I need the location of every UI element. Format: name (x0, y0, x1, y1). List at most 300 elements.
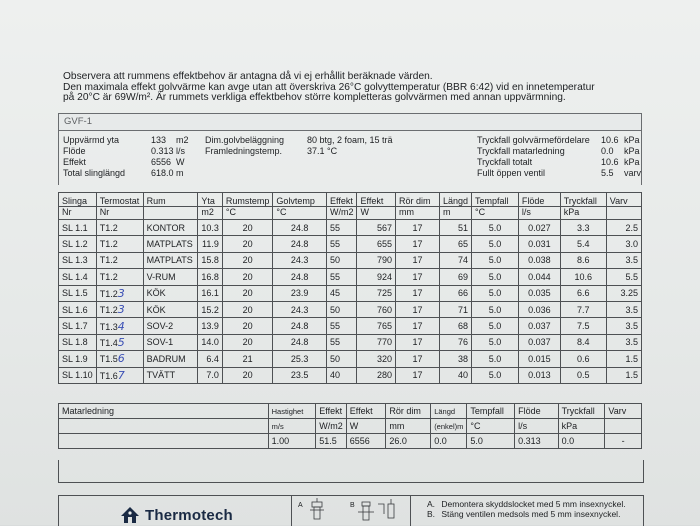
instruction-a-letter: A. (427, 499, 436, 509)
flow-unit: l/s (176, 146, 185, 156)
table-row (59, 334, 642, 350)
room-temp-text: 20 (242, 337, 253, 348)
room-name-text: KÖK (146, 288, 166, 299)
loop-id-text: SL 1.2 (62, 239, 88, 250)
length-unit: (enkel)m (431, 419, 467, 434)
loop-id-text: SL 1.7 (62, 321, 88, 332)
turns-cell (606, 252, 641, 268)
power-text: 924 (376, 271, 392, 282)
pipe-dim-text: 17 (412, 337, 423, 348)
diagram-label-b: B (350, 502, 355, 509)
floor-temp-cell (273, 220, 327, 236)
room-name-text: MATPLATS (146, 255, 193, 266)
power-unit: W (346, 419, 386, 434)
thermostat-header: Termostat (96, 193, 143, 207)
area-cell (198, 318, 223, 334)
loop-id-cell (59, 334, 97, 350)
temp-drop-text: 5.0 (488, 255, 502, 266)
power-header: Effekt (346, 404, 386, 419)
area-text: 14.0 (201, 337, 219, 348)
temp-drop-cell (472, 351, 519, 367)
flow-header: Flöde (515, 404, 559, 419)
power-per-m2-text: 45 (329, 288, 340, 299)
room-name-cell (143, 351, 198, 367)
loop-id-cell (59, 367, 97, 383)
flow-text: 0.027 (528, 222, 551, 233)
area-cell (198, 351, 223, 367)
power-cell (357, 269, 395, 285)
turns-text: 3.5 (625, 337, 638, 348)
flow-value: 0.313 (515, 434, 559, 449)
thermostat-cell (96, 367, 143, 383)
pressure-drop-text: 0.6 (576, 353, 590, 364)
pipe-dim-unit: mm (395, 207, 439, 220)
loop-table (58, 192, 642, 384)
power-value: 6556 (151, 157, 172, 167)
power-per-m2-cell (326, 285, 357, 301)
power-text: 725 (376, 288, 392, 299)
length-value: 0.0 (431, 434, 467, 449)
thermostat-cell (96, 236, 143, 252)
flow-text: 0.013 (528, 370, 551, 381)
area-text: 15.2 (201, 304, 219, 315)
length-cell (440, 285, 472, 301)
room-temp-unit: °C (222, 207, 273, 220)
temp-drop-cell (472, 220, 519, 236)
floor-temp-text: 24.8 (290, 222, 309, 233)
table-row (59, 220, 642, 236)
pipe-dim-text: 17 (412, 222, 423, 233)
flow-text: 0.038 (528, 255, 551, 266)
length-text: 51 (458, 222, 469, 233)
pipe-dim-cell (395, 220, 439, 236)
floor-temp-text: 24.3 (290, 304, 309, 315)
length-cell (440, 318, 472, 334)
pressure-drop-cell (560, 334, 606, 350)
pressure-drop-text: 7.7 (576, 304, 590, 315)
flow-cell (518, 318, 560, 334)
valve-open-value: 5.5 (601, 168, 614, 178)
pressure-drop-cell (560, 220, 606, 236)
area-text: 15.8 (201, 255, 219, 266)
thermostat-cell (96, 285, 143, 301)
length-cell (440, 220, 472, 236)
power-per-m2-text: 50 (329, 255, 340, 266)
power-cell (357, 252, 395, 268)
room-temp-cell (222, 334, 273, 350)
power-per-m2-text: 55 (329, 337, 340, 348)
floor-cover-label: Dim.golvbeläggning (205, 135, 285, 145)
room-name-cell (143, 285, 198, 301)
thermostat-text: T1.2 (99, 305, 118, 316)
room-temp-text: 21 (242, 353, 253, 364)
power-per-m2-cell (326, 252, 357, 268)
loop-id-cell (59, 351, 97, 367)
pipe-dim-text: 17 (412, 321, 423, 332)
area-text: 10.3 (201, 222, 219, 233)
power-per-m2-text: 50 (329, 304, 340, 315)
power-text: 567 (376, 222, 392, 233)
flow-text: 0.036 (528, 304, 551, 315)
turns-unit (606, 207, 641, 220)
power-text: 770 (376, 337, 392, 348)
loop-id-cell (59, 236, 97, 252)
flow-unit: l/s (518, 207, 560, 220)
power-unit: W (176, 157, 185, 167)
pressure-drop-value: 0.0 (558, 434, 605, 449)
pressure-drop-text: 8.6 (576, 255, 590, 266)
pressure-drop-cell (560, 301, 606, 317)
length-text: 74 (458, 255, 469, 266)
instruction-b-text: Stäng ventilen medsols med 5 mm insexnyckel. (441, 508, 621, 519)
power-per-m2-unit: W/m2 (326, 207, 357, 220)
power-cell (357, 318, 395, 334)
room-temp-text: 20 (242, 271, 253, 282)
thermostat-text: T1.2 (99, 255, 118, 266)
temp-drop-text: 5.0 (488, 370, 502, 381)
room-temp-cell (222, 285, 273, 301)
instructions (427, 500, 626, 519)
floor-temp-cell (273, 236, 327, 252)
power-per-m2-unit: W/m2 (316, 419, 347, 434)
temp-drop-unit: °C (467, 419, 515, 434)
length-unit: m (440, 207, 472, 220)
pipe-dim-text: 17 (412, 271, 423, 282)
diagram-label-a: A (298, 502, 303, 509)
room-name-text: V-RUM (146, 271, 176, 282)
turns-unit (605, 419, 642, 434)
pressure-drop-unit: kPa (558, 419, 605, 434)
loop-id-text: SL 1.8 (62, 337, 88, 348)
turns-cell (606, 301, 641, 317)
power-cell (357, 285, 395, 301)
pipe-dim-cell (395, 351, 439, 367)
pipe-dim-header: Rör dim (395, 193, 439, 207)
room-name-cell (143, 220, 198, 236)
loop-id-text: SL 1.9 (62, 353, 88, 364)
instruction-b (427, 510, 626, 520)
pipe-dim-text: 17 (412, 370, 423, 381)
valve-open-unit: varv (624, 168, 642, 178)
flow-cell (518, 252, 560, 268)
thermostat-text: T1.5 (99, 354, 118, 365)
floor-temp-text: 24.3 (290, 255, 309, 266)
power-text: 765 (376, 321, 392, 332)
length-text: 65 (458, 239, 469, 250)
total-loop-label: Total slinglängd (63, 168, 126, 178)
supply-temp-value: 37.1 °C (307, 146, 338, 156)
thermostat-text: T1.6 (99, 370, 118, 381)
thermostat-text: T1.3 (99, 321, 118, 332)
speed-value: 1.00 (268, 434, 316, 449)
dp-manifold-label: Tryckfall golvvärmefördelare (477, 135, 590, 145)
brand-name: Thermotech (145, 507, 233, 524)
thermostat-cell (96, 269, 143, 285)
flow-unit: l/s (515, 419, 559, 434)
pipe-dim-cell (395, 301, 439, 317)
power-per-m2-cell (326, 301, 357, 317)
turns-cell (606, 318, 641, 334)
heated-area-label: Uppvärmd yta (63, 135, 120, 145)
notice-line-3: på 20°C är 69W/m². Är rummets verkliga effektbehov större kompletteras golvvärmen med annan uppvärmning. (63, 92, 566, 104)
footer (58, 495, 644, 526)
power-per-m2-text: 50 (329, 353, 340, 364)
heated-area-value: 133 (151, 135, 167, 145)
thermostat-unit: Nr (96, 207, 143, 220)
loop-id-text: SL 1.1 (62, 222, 88, 233)
pipe-dim-cell (395, 334, 439, 350)
dp-total-label: Tryckfall totalt (477, 157, 533, 167)
table-row (59, 301, 642, 317)
total-loop-unit: m (176, 168, 184, 178)
valve-diagram (291, 496, 411, 526)
turns-text: 3.5 (625, 255, 638, 266)
room-temp-cell (222, 236, 273, 252)
floor-temp-cell (273, 252, 327, 268)
power-per-m2-cell (326, 269, 357, 285)
room-header: Rum (143, 193, 198, 207)
floor-temp-cell (273, 269, 327, 285)
thermostat-cell (96, 220, 143, 236)
loop-id-cell (59, 220, 97, 236)
turns-cell (606, 351, 641, 367)
room-name-text: KÖK (146, 304, 166, 315)
floor-temp-text: 23.9 (290, 288, 309, 299)
loop-unit: Nr (59, 207, 97, 220)
dp-supply-label: Tryckfall matarledning (477, 146, 565, 156)
room-name-text: SOV-2 (146, 321, 174, 332)
pipe-dim-value: 26.0 (386, 434, 431, 449)
valve-open-label: Fullt öppen ventil (477, 168, 546, 178)
turns-text: 1.5 (625, 353, 638, 364)
turns-cell (606, 269, 641, 285)
thermostat-text: T1.2 (99, 288, 118, 299)
flow-header: Flöde (518, 193, 560, 207)
power-per-m2-text: 55 (329, 239, 340, 250)
temp-drop-cell (472, 252, 519, 268)
flow-text: 0.015 (528, 353, 551, 364)
speed-unit: m/s (268, 419, 316, 434)
pressure-drop-text: 5.4 (576, 239, 590, 250)
temp-drop-text: 5.0 (488, 271, 502, 282)
handwritten-number: 6 (117, 352, 125, 366)
power-value: 6556 (346, 434, 386, 449)
pipe-dim-text: 17 (412, 353, 423, 364)
instruction-b-letter: B. (427, 508, 436, 519)
room-temp-cell (222, 318, 273, 334)
power-text: 655 (376, 239, 392, 250)
turns-text: 3.25 (620, 288, 638, 299)
floor-temp-cell (273, 351, 327, 367)
area-cell (198, 285, 223, 301)
summary-block (58, 129, 642, 185)
loop-id-cell (59, 252, 97, 268)
power-per-m2-cell (326, 318, 357, 334)
length-text: 40 (458, 370, 469, 381)
temp-drop-cell (472, 236, 519, 252)
flow-cell (518, 269, 560, 285)
dp-manifold-unit: kPa (624, 135, 640, 145)
flow-cell (518, 367, 560, 383)
room-temp-cell (222, 269, 273, 285)
handwritten-number: 5 (117, 335, 125, 349)
area-cell (198, 334, 223, 350)
loop-id-text: SL 1.10 (62, 370, 93, 381)
room-temp-text: 20 (242, 255, 253, 266)
thermostat-cell (96, 252, 143, 268)
table-row (59, 252, 642, 268)
room-name-cell (143, 252, 198, 268)
power-text: 760 (376, 304, 392, 315)
table-row (59, 351, 642, 367)
area-cell (198, 252, 223, 268)
pressure-drop-text: 10.6 (574, 271, 592, 282)
pipe-dim-cell (395, 367, 439, 383)
power-per-m2-text: 40 (329, 370, 340, 381)
supply-line-label: Matarledning (59, 404, 269, 419)
room-temp-cell (222, 301, 273, 317)
room-temp-text: 20 (242, 370, 253, 381)
temp-drop-value: 5.0 (467, 434, 515, 449)
power-label: Effekt (63, 157, 86, 167)
notice-line-2: Den maximala effekt golvvärme kan avge utan att överskriva 26°C golvyttemperatur (BBR 6:42) vid en innetemperatur (63, 81, 595, 93)
area-cell (198, 269, 223, 285)
pressure-drop-text: 0.5 (576, 370, 590, 381)
area-cell (198, 236, 223, 252)
thermostat-cell (96, 334, 143, 350)
loop-header: Slinga (59, 193, 97, 207)
power-cell (357, 351, 395, 367)
pressure-drop-text: 7.5 (576, 321, 590, 332)
supply-line-table (58, 403, 642, 449)
temp-drop-unit: °C (472, 207, 519, 220)
floor-temp-text: 24.8 (290, 271, 309, 282)
power-text: 790 (376, 255, 392, 266)
length-cell (440, 252, 472, 268)
total-loop-value: 618.0 (151, 168, 174, 178)
pipe-dim-text: 17 (412, 239, 423, 250)
flow-label: Flöde (63, 146, 86, 156)
flow-text: 0.044 (528, 271, 551, 282)
room-unit (143, 207, 198, 220)
room-name-text: SOV-1 (146, 337, 174, 348)
length-cell (440, 236, 472, 252)
power-per-m2-cell (326, 220, 357, 236)
pipe-dim-cell (395, 236, 439, 252)
turns-text: 1.5 (625, 370, 638, 381)
floor-temp-text: 24.8 (290, 321, 309, 332)
loop-id-cell (59, 285, 97, 301)
dp-total-unit: kPa (624, 157, 640, 167)
turns-header: Varv (606, 193, 641, 207)
length-text: 69 (458, 271, 469, 282)
power-text: 320 (376, 353, 392, 364)
pressure-drop-cell (560, 236, 606, 252)
valve-drawing-icon (292, 496, 410, 526)
dp-manifold-value: 10.6 (601, 135, 619, 145)
empty-band (58, 460, 644, 483)
table-row (59, 269, 642, 285)
dp-total-value: 10.6 (601, 157, 619, 167)
length-header: Längd (431, 404, 467, 419)
flow-cell (518, 220, 560, 236)
pressure-drop-cell (560, 351, 606, 367)
thermostat-text: T1.2 (99, 271, 118, 282)
room-temp-text: 20 (242, 304, 253, 315)
length-cell (440, 334, 472, 350)
room-temp-cell (222, 220, 273, 236)
heated-area-unit: m2 (176, 135, 189, 145)
floor-temp-cell (273, 301, 327, 317)
flow-text: 0.035 (528, 288, 551, 299)
area-cell (198, 367, 223, 383)
loop-id-text: SL 1.4 (62, 271, 88, 282)
thermotech-logo-icon (119, 505, 141, 525)
length-header: Längd (440, 193, 472, 207)
pressure-drop-cell (560, 285, 606, 301)
loop-id-text: SL 1.6 (62, 304, 88, 315)
power-per-m2-text: 55 (329, 222, 340, 233)
dp-supply-value: 0.0 (601, 146, 614, 156)
pipe-dim-text: 17 (412, 304, 423, 315)
pipe-dim-header: Rör dim (386, 404, 431, 419)
room-name-cell (143, 301, 198, 317)
power-per-m2-cell (326, 367, 357, 383)
thermostat-cell (96, 351, 143, 367)
notice-text (63, 72, 683, 104)
room-name-text: TVÄTT (146, 370, 176, 381)
area-cell (198, 220, 223, 236)
thermostat-cell (96, 301, 143, 317)
turns-cell (606, 367, 641, 383)
floor-temp-cell (273, 367, 327, 383)
speed-header: Hastighet (268, 404, 316, 419)
floor-temp-text: 23.5 (290, 370, 309, 381)
loop-id-text: SL 1.3 (62, 255, 88, 266)
room-temp-text: 20 (242, 321, 253, 332)
turns-header: Varv (605, 404, 642, 419)
room-temp-text: 20 (242, 288, 253, 299)
power-per-m2-cell (326, 334, 357, 350)
turns-cell (606, 236, 641, 252)
room-name-text: MATPLATS (146, 239, 193, 250)
handwritten-number: 7 (117, 368, 125, 382)
flow-cell (518, 285, 560, 301)
room-temp-cell (222, 351, 273, 367)
pressure-drop-text: 3.3 (576, 222, 590, 233)
notice-line-1: Observera att rummens effektbehov är antagna då vi ej erhållit beräknade värden. (63, 71, 433, 82)
room-name-cell (143, 236, 198, 252)
temp-drop-text: 5.0 (488, 288, 502, 299)
turns-text: 3.0 (625, 239, 638, 250)
power-cell (357, 367, 395, 383)
table-row (59, 285, 642, 301)
power-per-m2-cell (326, 236, 357, 252)
room-name-cell (143, 318, 198, 334)
temp-drop-text: 5.0 (488, 321, 502, 332)
room-temp-text: 20 (242, 222, 253, 233)
room-name-text: BADRUM (146, 353, 186, 364)
pipe-dim-unit: mm (386, 419, 431, 434)
flow-cell (518, 236, 560, 252)
length-text: 68 (458, 321, 469, 332)
room-name-cell (143, 367, 198, 383)
room-temp-header: Rumstemp (222, 193, 273, 207)
blank-cell (59, 434, 269, 449)
turns-cell (606, 334, 641, 350)
pipe-dim-text: 17 (412, 255, 423, 266)
power-per-m2-value: 51.5 (316, 434, 347, 449)
